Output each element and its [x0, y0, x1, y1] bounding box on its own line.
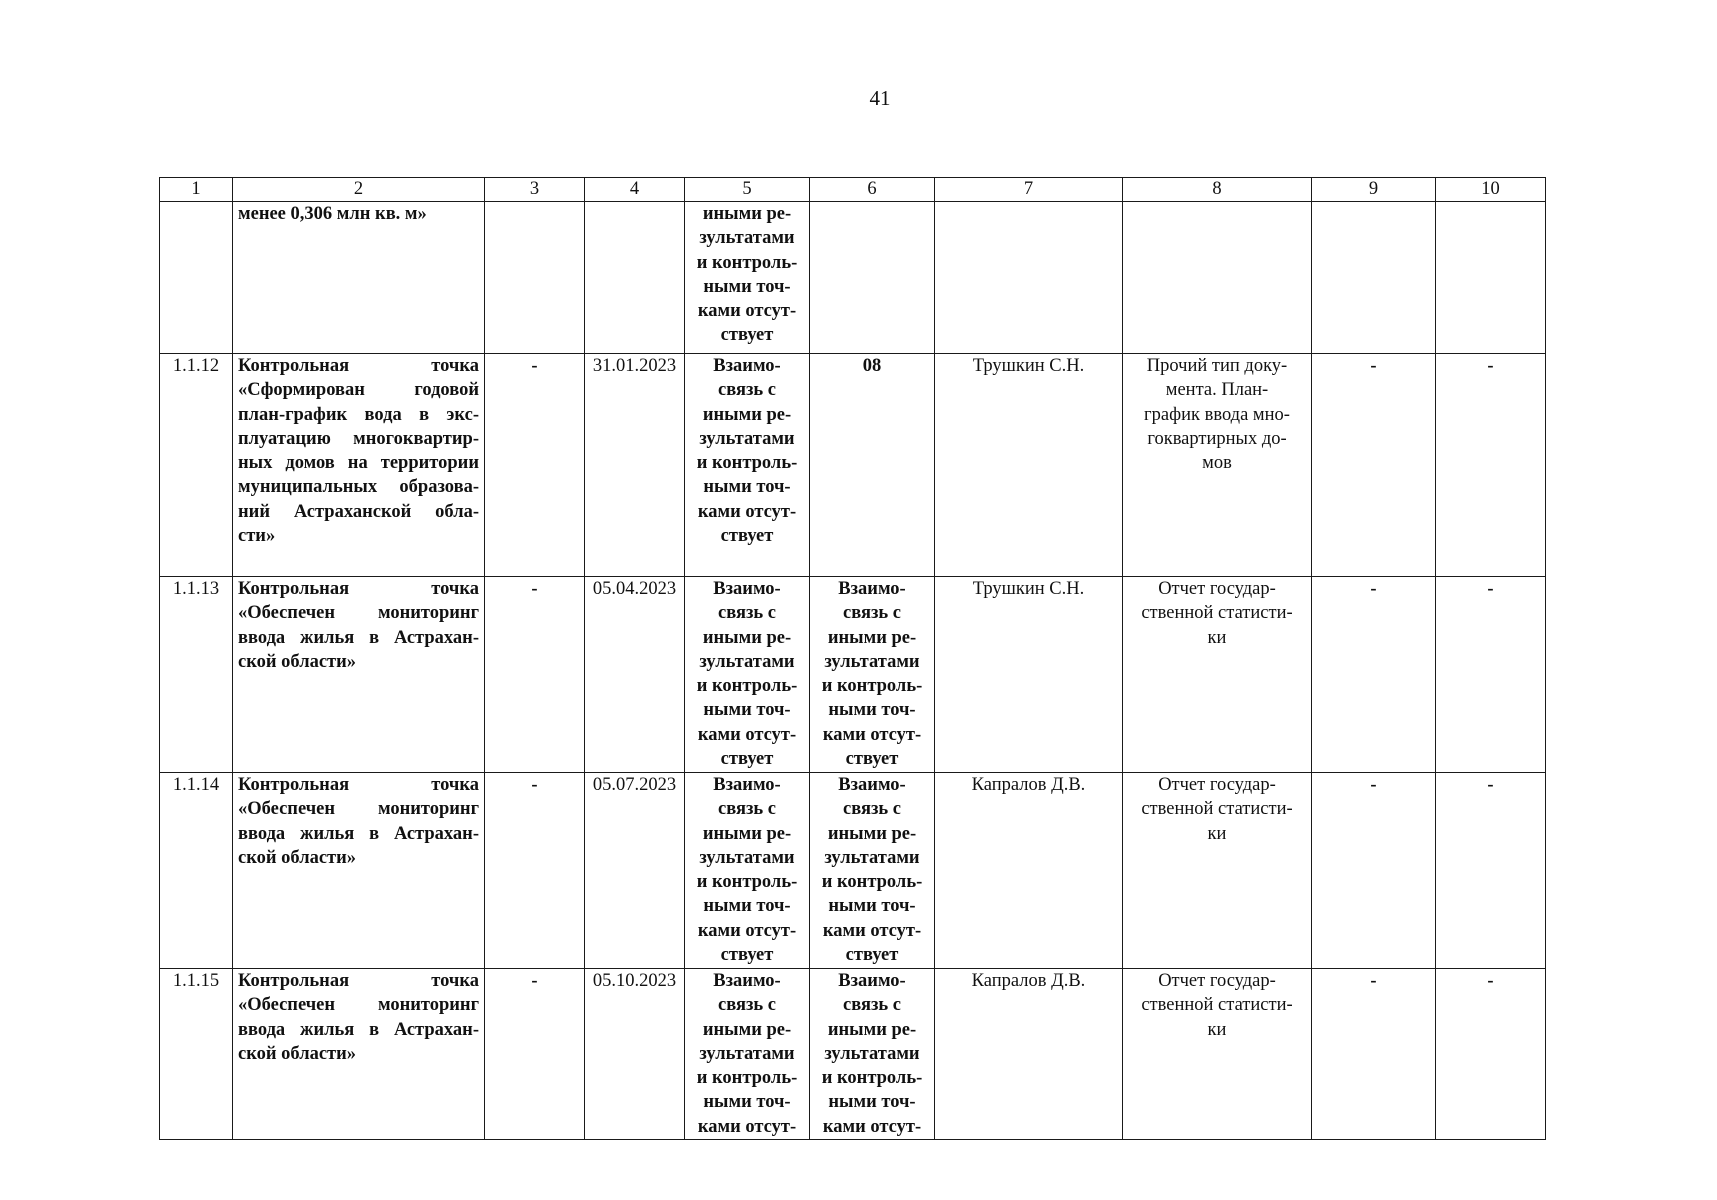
- relation-cell: [685, 202, 810, 354]
- col3-cell: -: [485, 773, 585, 969]
- name-cell: [233, 354, 485, 577]
- name-line: ввода жилья в Астрахан-: [238, 823, 479, 844]
- name-line: муниципальных образова-: [238, 477, 479, 498]
- empty-cell: [1436, 202, 1546, 354]
- row-number: 1.1.14: [160, 773, 233, 969]
- responsible-cell: Трушкин С.Н.: [935, 354, 1123, 577]
- col6-line: 08: [862, 356, 882, 376]
- document-line: Прочий тип доку-: [1146, 356, 1288, 376]
- page-number: 41: [869, 86, 891, 110]
- name-line: сти»: [238, 526, 276, 547]
- name-line: ний Астраханской обла-: [238, 501, 479, 522]
- col9-cell: -: [1312, 577, 1436, 773]
- name-line: Контрольная точка: [238, 775, 479, 795]
- relation-line: ными точ-: [703, 896, 791, 917]
- col6-line: зультатами: [824, 847, 920, 868]
- relation-line: ками отсут-: [697, 501, 797, 522]
- document-line: мента. План-: [1165, 380, 1269, 401]
- responsible-cell: Капралов Д.В.: [935, 773, 1123, 969]
- name-line: менее 0,306 млн кв. м»: [238, 204, 427, 224]
- row-number: 1.1.15: [160, 969, 233, 1140]
- relation-line: и контроль-: [696, 676, 798, 697]
- col6-line: ствует: [845, 945, 899, 966]
- col6-line: и контроль-: [821, 872, 923, 893]
- document-line: Отчет государ-: [1158, 579, 1276, 599]
- name-line: Контрольная точка: [238, 971, 479, 991]
- name-cell: [233, 577, 485, 773]
- col10-cell: -: [1436, 969, 1546, 1140]
- date-cell: 05.04.2023: [585, 577, 685, 773]
- col6-line: иными ре-: [827, 823, 917, 844]
- col6-line: связь с: [842, 603, 902, 624]
- relation-line: Взаимо-: [713, 775, 781, 795]
- col6-cell: [810, 354, 935, 577]
- header-cell: 6: [810, 178, 935, 202]
- col6-line: связь с: [842, 799, 902, 820]
- document-line: ки: [1207, 627, 1227, 648]
- col6-cell: [810, 969, 935, 1140]
- header-cell: 10: [1436, 178, 1546, 202]
- col6-line: иными ре-: [827, 627, 917, 648]
- col6-line: ками отсут-: [822, 920, 922, 941]
- document-line: ственной статисти-: [1141, 603, 1293, 624]
- empty-cell: [485, 202, 585, 354]
- relation-line: и контроль-: [696, 872, 798, 893]
- empty-cell: [810, 202, 935, 354]
- name-line: план-график вода в экс-: [238, 404, 479, 425]
- table-row: [160, 773, 1546, 969]
- col6-line: и контроль-: [821, 1068, 923, 1089]
- col6-line: ными точ-: [828, 896, 916, 917]
- date-cell: 05.07.2023: [585, 773, 685, 969]
- col6-line: зультатами: [824, 1043, 920, 1064]
- table-row: [160, 577, 1546, 773]
- row-number: 1.1.12: [160, 354, 233, 577]
- name-line: ввода жилья в Астрахан-: [238, 627, 479, 648]
- document-cell: [1123, 354, 1312, 577]
- relation-line: иными ре-: [702, 204, 792, 224]
- relation-line: ными точ-: [703, 276, 791, 297]
- num-cell: [160, 202, 233, 354]
- relation-cell: [685, 577, 810, 773]
- relation-line: зультатами: [699, 428, 795, 449]
- name-line: ввода жилья в Астрахан-: [238, 1019, 479, 1040]
- col3-cell: -: [485, 354, 585, 577]
- name-cell: [233, 773, 485, 969]
- relation-line: зультатами: [699, 651, 795, 672]
- responsible-cell: Капралов Д.В.: [935, 969, 1123, 1140]
- name-line: «Обеспечен мониторинг: [238, 995, 479, 1016]
- col6-line: ствует: [845, 749, 899, 770]
- continuation-row: [160, 202, 1546, 354]
- document-line: ственной статисти-: [1141, 799, 1293, 820]
- col6-line: и контроль-: [821, 676, 923, 697]
- name-line: ской области»: [238, 651, 357, 672]
- relation-line: иными ре-: [702, 627, 792, 648]
- header-cell: 5: [685, 178, 810, 202]
- relation-line: ствует: [720, 526, 774, 547]
- name-line: ской области»: [238, 847, 357, 868]
- empty-cell: [585, 202, 685, 354]
- relation-line: иными ре-: [702, 823, 792, 844]
- relation-line: и контроль-: [696, 1068, 798, 1089]
- document-line: Отчет государ-: [1158, 775, 1276, 795]
- col10-cell: -: [1436, 354, 1546, 577]
- relation-cell: [685, 773, 810, 969]
- document-line: Отчет государ-: [1158, 971, 1276, 991]
- header-cell: 8: [1123, 178, 1312, 202]
- col6-line: ными точ-: [828, 1092, 916, 1113]
- name-line: ных домов на территории: [238, 453, 479, 474]
- relation-line: связь с: [717, 603, 777, 624]
- relation-line: связь с: [717, 799, 777, 820]
- col6-line: зультатами: [824, 651, 920, 672]
- col6-line: Взаимо-: [838, 971, 906, 991]
- col6-line: ками отсут-: [822, 1116, 922, 1137]
- empty-cell: [1123, 202, 1312, 354]
- relation-line: и контроль-: [696, 252, 798, 273]
- document-line: ки: [1207, 1019, 1227, 1040]
- relation-line: иными ре-: [702, 1019, 792, 1040]
- relation-line: ными точ-: [703, 700, 791, 721]
- name-line: плуатацию многоквартир-: [238, 428, 479, 449]
- document-line: график ввода мно-: [1144, 404, 1290, 425]
- document-cell: [1123, 773, 1312, 969]
- header-cell: 1: [160, 178, 233, 202]
- date-cell: 05.10.2023: [585, 969, 685, 1140]
- relation-line: и контроль-: [696, 453, 798, 474]
- col3-cell: -: [485, 969, 585, 1140]
- col3-cell: -: [485, 577, 585, 773]
- relation-line: связь с: [717, 380, 777, 401]
- col6-line: ками отсут-: [822, 724, 922, 745]
- plan-table: [159, 177, 1546, 1140]
- col9-cell: -: [1312, 969, 1436, 1140]
- relation-line: зультатами: [699, 847, 795, 868]
- relation-line: иными ре-: [702, 404, 792, 425]
- document-cell: [1123, 577, 1312, 773]
- col6-cell: [810, 773, 935, 969]
- name-line: Контрольная точка: [238, 356, 479, 376]
- col6-line: связь с: [842, 995, 902, 1016]
- col6-line: Взаимо-: [838, 579, 906, 599]
- col6-line: иными ре-: [827, 1019, 917, 1040]
- document-line: мов: [1202, 453, 1232, 474]
- relation-line: ными точ-: [703, 1092, 791, 1113]
- document-cell: [1123, 969, 1312, 1140]
- responsible-cell: Трушкин С.Н.: [935, 577, 1123, 773]
- document-line: гоквартирных до-: [1147, 428, 1287, 449]
- date-cell: 31.01.2023: [585, 354, 685, 577]
- relation-line: ствует: [720, 749, 774, 770]
- header-cell: 2: [233, 178, 485, 202]
- name-cell: [233, 969, 485, 1140]
- relation-line: ными точ-: [703, 477, 791, 498]
- relation-line: ками отсут-: [697, 920, 797, 941]
- name-line: «Обеспечен мониторинг: [238, 799, 479, 820]
- empty-cell: [935, 202, 1123, 354]
- relation-cell: [685, 969, 810, 1140]
- relation-line: ствует: [720, 945, 774, 966]
- relation-line: ствует: [720, 325, 774, 346]
- relation-line: Взаимо-: [713, 356, 781, 376]
- document-line: ственной статисти-: [1141, 995, 1293, 1016]
- header-cell: 9: [1312, 178, 1436, 202]
- name-line: «Обеспечен мониторинг: [238, 603, 479, 624]
- col9-cell: -: [1312, 773, 1436, 969]
- col6-cell: [810, 577, 935, 773]
- header-cell: 7: [935, 178, 1123, 202]
- name-cell: [233, 202, 485, 354]
- header-cell: 3: [485, 178, 585, 202]
- row-number: 1.1.13: [160, 577, 233, 773]
- name-line: ской области»: [238, 1043, 357, 1064]
- relation-cell: [685, 354, 810, 577]
- relation-line: ками отсут-: [697, 301, 797, 322]
- header-row: [160, 178, 1546, 202]
- header-cell: 4: [585, 178, 685, 202]
- document-line: ки: [1207, 823, 1227, 844]
- col9-cell: -: [1312, 354, 1436, 577]
- col10-cell: -: [1436, 577, 1546, 773]
- relation-line: ками отсут-: [697, 1116, 797, 1137]
- table-row: [160, 354, 1546, 577]
- relation-line: Взаимо-: [713, 971, 781, 991]
- relation-line: зультатами: [699, 228, 795, 249]
- col6-line: ными точ-: [828, 700, 916, 721]
- table-row: [160, 969, 1546, 1140]
- relation-line: связь с: [717, 995, 777, 1016]
- relation-line: зультатами: [699, 1043, 795, 1064]
- empty-cell: [1312, 202, 1436, 354]
- name-line: «Сформирован годовой: [238, 380, 479, 401]
- col6-line: Взаимо-: [838, 775, 906, 795]
- col10-cell: -: [1436, 773, 1546, 969]
- relation-line: ками отсут-: [697, 724, 797, 745]
- relation-line: Взаимо-: [713, 579, 781, 599]
- name-line: Контрольная точка: [238, 579, 479, 599]
